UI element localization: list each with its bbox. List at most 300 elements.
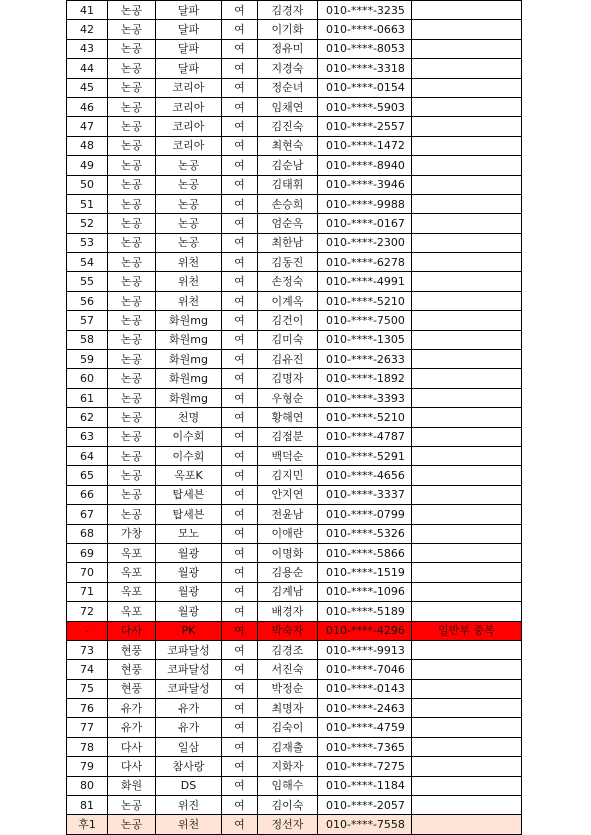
cell-phone: 010-****-7500: [318, 311, 412, 330]
cell-name: 김재출: [258, 737, 318, 756]
cell-team: 이수회: [156, 446, 222, 465]
table-row: [67, 543, 522, 562]
table-row: [67, 330, 522, 349]
table-row: [67, 136, 522, 155]
cell-group: 현풍: [108, 640, 156, 659]
cell-team: 코파달성: [156, 640, 222, 659]
cell-name: 안지연: [258, 485, 318, 504]
cell-note: [412, 602, 522, 621]
table-row: [67, 718, 522, 737]
cell-no: 64: [67, 446, 108, 465]
cell-phone: 010-****-8053: [318, 39, 412, 58]
cell-name: 지화자: [258, 757, 318, 776]
cell-no: 61: [67, 388, 108, 407]
cell-no: 68: [67, 524, 108, 543]
cell-team: 위진: [156, 796, 222, 815]
cell-gender: 여: [222, 272, 258, 291]
cell-note: [412, 524, 522, 543]
cell-name: 김유진: [258, 350, 318, 369]
cell-team: 코파달성: [156, 660, 222, 679]
cell-phone: 010-****-1184: [318, 776, 412, 795]
cell-group: 논공: [108, 369, 156, 388]
cell-no: 43: [67, 39, 108, 58]
cell-group: 다사: [108, 621, 156, 640]
cell-gender: 여: [222, 466, 258, 485]
table-row: [67, 253, 522, 272]
cell-name: 이애란: [258, 524, 318, 543]
cell-gender: 여: [222, 311, 258, 330]
cell-phone: 010-****-6278: [318, 253, 412, 272]
cell-team: 화원mg: [156, 311, 222, 330]
table-row: [67, 505, 522, 524]
cell-team: 참사랑: [156, 757, 222, 776]
cell-note: [412, 39, 522, 58]
cell-group: 논공: [108, 408, 156, 427]
cell-no: 79: [67, 757, 108, 776]
cell-team: 코리아: [156, 78, 222, 97]
table-row: [67, 59, 522, 78]
table-row: [67, 737, 522, 756]
cell-phone: 010-****-5903: [318, 97, 412, 116]
cell-note: [412, 427, 522, 446]
cell-team: 탑세븐: [156, 505, 222, 524]
cell-group: 가창: [108, 524, 156, 543]
cell-name: 최한남: [258, 233, 318, 252]
cell-phone: 010-****-1305: [318, 330, 412, 349]
table-row: [67, 214, 522, 233]
cell-no: 45: [67, 78, 108, 97]
cell-gender: 여: [222, 369, 258, 388]
table-row: [67, 408, 522, 427]
cell-note: [412, 505, 522, 524]
cell-no: 58: [67, 330, 108, 349]
cell-gender: 여: [222, 505, 258, 524]
cell-note: [412, 78, 522, 97]
table-row: [67, 776, 522, 795]
cell-group: 논공: [108, 194, 156, 213]
cell-note: [412, 408, 522, 427]
cell-group: 논공: [108, 156, 156, 175]
cell-team: 코리아: [156, 136, 222, 155]
cell-gender: 여: [222, 1, 258, 20]
cell-no: 77: [67, 718, 108, 737]
cell-phone: 010-****-5210: [318, 408, 412, 427]
table-row: [67, 699, 522, 718]
cell-phone: 010-****-0143: [318, 679, 412, 698]
cell-note: [412, 175, 522, 194]
cell-team: 천명: [156, 408, 222, 427]
cell-phone: 010-****-3337: [318, 485, 412, 504]
cell-group: 유가: [108, 718, 156, 737]
cell-gender: 여: [222, 602, 258, 621]
cell-group: 논공: [108, 272, 156, 291]
cell-note: [412, 640, 522, 659]
cell-team: 일삼: [156, 737, 222, 756]
cell-gender: 여: [222, 117, 258, 136]
cell-name: 엄순옥: [258, 214, 318, 233]
table-row: [67, 156, 522, 175]
table-row: [67, 427, 522, 446]
cell-no: 42: [67, 20, 108, 39]
cell-gender: 여: [222, 194, 258, 213]
cell-no: 71: [67, 582, 108, 601]
roster-table: [66, 0, 522, 835]
cell-gender: 여: [222, 621, 258, 640]
roster-body: [67, 1, 522, 835]
cell-name: 김미숙: [258, 330, 318, 349]
cell-phone: 010-****-4296: [318, 621, 412, 640]
cell-no: 56: [67, 291, 108, 310]
table-row: [67, 582, 522, 601]
cell-group: 논공: [108, 388, 156, 407]
cell-gender: 여: [222, 427, 258, 446]
table-row: [67, 388, 522, 407]
cell-group: 옥포: [108, 582, 156, 601]
cell-phone: 010-****-2057: [318, 796, 412, 815]
cell-name: 손정숙: [258, 272, 318, 291]
cell-gender: 여: [222, 776, 258, 795]
cell-team: 탑세븐: [156, 485, 222, 504]
cell-gender: 여: [222, 640, 258, 659]
cell-note: [412, 446, 522, 465]
cell-team: 월광: [156, 582, 222, 601]
cell-no: 78: [67, 737, 108, 756]
table-row-duplicate: [67, 621, 522, 640]
table-row: [67, 78, 522, 97]
cell-gender: 여: [222, 214, 258, 233]
table-row: [67, 175, 522, 194]
cell-phone: 010-****-0799: [318, 505, 412, 524]
cell-gender: 여: [222, 388, 258, 407]
cell-group: 논공: [108, 175, 156, 194]
cell-group: 옥포: [108, 602, 156, 621]
cell-phone: 010-****-1096: [318, 582, 412, 601]
cell-group: 논공: [108, 117, 156, 136]
cell-phone: 010-****-9913: [318, 640, 412, 659]
cell-note: [412, 485, 522, 504]
cell-gender: 여: [222, 253, 258, 272]
table-row: [67, 524, 522, 543]
cell-team: 유가: [156, 699, 222, 718]
table-row: [67, 311, 522, 330]
cell-no: 60: [67, 369, 108, 388]
cell-team: 논공: [156, 175, 222, 194]
cell-no: 54: [67, 253, 108, 272]
cell-team: 코리아: [156, 97, 222, 116]
table-row: [67, 20, 522, 39]
table-row: [67, 194, 522, 213]
cell-phone: 010-****-0154: [318, 78, 412, 97]
cell-no: -: [67, 621, 108, 640]
cell-no: 70: [67, 563, 108, 582]
cell-note: [412, 136, 522, 155]
cell-no: 49: [67, 156, 108, 175]
table-row: [67, 679, 522, 698]
cell-note: [412, 330, 522, 349]
cell-phone: 010-****-7558: [318, 815, 412, 834]
cell-note: [412, 699, 522, 718]
cell-note: [412, 660, 522, 679]
cell-gender: 여: [222, 446, 258, 465]
cell-note: [412, 97, 522, 116]
cell-note: [412, 466, 522, 485]
cell-group: 현풍: [108, 679, 156, 698]
cell-no: 67: [67, 505, 108, 524]
cell-note: [412, 679, 522, 698]
cell-name: 이기화: [258, 20, 318, 39]
cell-team: 화원mg: [156, 350, 222, 369]
cell-name: 정순녀: [258, 78, 318, 97]
cell-no: 66: [67, 485, 108, 504]
cell-gender: 여: [222, 563, 258, 582]
cell-team: 달파: [156, 59, 222, 78]
cell-team: 유가: [156, 718, 222, 737]
cell-no: 41: [67, 1, 108, 20]
cell-note: [412, 311, 522, 330]
cell-phone: 010-****-4787: [318, 427, 412, 446]
cell-note: [412, 388, 522, 407]
cell-team: 논공: [156, 233, 222, 252]
table-row: [67, 485, 522, 504]
cell-group: 논공: [108, 815, 156, 834]
table-row: [67, 272, 522, 291]
cell-phone: 010-****-1472: [318, 136, 412, 155]
cell-gender: 여: [222, 660, 258, 679]
cell-phone: 010-****-2557: [318, 117, 412, 136]
cell-team: 화원mg: [156, 369, 222, 388]
cell-group: 논공: [108, 136, 156, 155]
cell-note: [412, 272, 522, 291]
cell-group: 논공: [108, 233, 156, 252]
cell-name: 김건이: [258, 311, 318, 330]
cell-name: 김계남: [258, 582, 318, 601]
cell-phone: 010-****-3318: [318, 59, 412, 78]
cell-no: 62: [67, 408, 108, 427]
table-row: [67, 602, 522, 621]
cell-group: 유가: [108, 699, 156, 718]
cell-group: 옥포: [108, 563, 156, 582]
cell-name: 박정순: [258, 679, 318, 698]
cell-no: 후1: [67, 815, 108, 834]
table-row: [67, 97, 522, 116]
cell-gender: 여: [222, 350, 258, 369]
cell-phone: 010-****-7275: [318, 757, 412, 776]
cell-team: 월광: [156, 602, 222, 621]
cell-gender: 여: [222, 582, 258, 601]
cell-name: 김용순: [258, 563, 318, 582]
cell-note: [412, 582, 522, 601]
cell-phone: 010-****-5866: [318, 543, 412, 562]
cell-team: 달파: [156, 20, 222, 39]
table-row: [67, 233, 522, 252]
table-row: [67, 291, 522, 310]
cell-phone: 010-****-2463: [318, 699, 412, 718]
cell-no: 51: [67, 194, 108, 213]
cell-name: 서진숙: [258, 660, 318, 679]
cell-group: 논공: [108, 485, 156, 504]
cell-note: [412, 194, 522, 213]
cell-name: 임채연: [258, 97, 318, 116]
cell-name: 손승희: [258, 194, 318, 213]
cell-gender: 여: [222, 156, 258, 175]
cell-group: 논공: [108, 39, 156, 58]
cell-phone: 010-****-0167: [318, 214, 412, 233]
cell-gender: 여: [222, 408, 258, 427]
cell-note: [412, 737, 522, 756]
cell-gender: 여: [222, 543, 258, 562]
cell-gender: 여: [222, 291, 258, 310]
cell-gender: 여: [222, 815, 258, 834]
cell-note: [412, 543, 522, 562]
cell-group: 논공: [108, 97, 156, 116]
cell-no: 80: [67, 776, 108, 795]
cell-gender: 여: [222, 136, 258, 155]
cell-note: [412, 117, 522, 136]
cell-gender: 여: [222, 757, 258, 776]
cell-name: 최명자: [258, 699, 318, 718]
cell-phone: 010-****-1519: [318, 563, 412, 582]
cell-phone: 010-****-2300: [318, 233, 412, 252]
table-row: [67, 660, 522, 679]
cell-name: 이명화: [258, 543, 318, 562]
cell-team: 달파: [156, 39, 222, 58]
cell-name: 정선자: [258, 815, 318, 834]
table-row: [67, 350, 522, 369]
cell-gender: 여: [222, 97, 258, 116]
cell-no: 55: [67, 272, 108, 291]
cell-name: 이계옥: [258, 291, 318, 310]
cell-name: 최현숙: [258, 136, 318, 155]
cell-group: 논공: [108, 446, 156, 465]
table-row: [67, 1, 522, 20]
cell-gender: 여: [222, 737, 258, 756]
cell-group: 논공: [108, 59, 156, 78]
cell-gender: 여: [222, 699, 258, 718]
cell-name: 전윤남: [258, 505, 318, 524]
cell-name: 박숙자: [258, 621, 318, 640]
cell-name: 백덕순: [258, 446, 318, 465]
cell-group: 논공: [108, 427, 156, 446]
cell-team: 논공: [156, 194, 222, 213]
table-row: [67, 563, 522, 582]
cell-team: 논공: [156, 156, 222, 175]
cell-team: 위천: [156, 272, 222, 291]
cell-note: [412, 233, 522, 252]
cell-gender: 여: [222, 175, 258, 194]
cell-team: 화원mg: [156, 330, 222, 349]
cell-phone: 010-****-5189: [318, 602, 412, 621]
cell-phone: 010-****-4759: [318, 718, 412, 737]
cell-team: PK: [156, 621, 222, 640]
cell-name: 김진숙: [258, 117, 318, 136]
cell-group: 논공: [108, 796, 156, 815]
cell-gender: 여: [222, 796, 258, 815]
cell-no: 50: [67, 175, 108, 194]
cell-phone: 010-****-7046: [318, 660, 412, 679]
table-row: [67, 39, 522, 58]
cell-phone: 010-****-2633: [318, 350, 412, 369]
cell-group: 논공: [108, 311, 156, 330]
table-row: [67, 757, 522, 776]
cell-gender: 여: [222, 39, 258, 58]
cell-note: [412, 156, 522, 175]
cell-gender: 여: [222, 718, 258, 737]
cell-no: 72: [67, 602, 108, 621]
cell-group: 논공: [108, 1, 156, 20]
cell-note: [412, 563, 522, 582]
cell-name: 김숙이: [258, 718, 318, 737]
cell-note: [412, 214, 522, 233]
cell-team: 이수회: [156, 427, 222, 446]
cell-group: 옥포: [108, 543, 156, 562]
cell-no: 81: [67, 796, 108, 815]
cell-phone: 010-****-1892: [318, 369, 412, 388]
cell-phone: 010-****-4656: [318, 466, 412, 485]
table-row: [67, 117, 522, 136]
cell-name: 황해연: [258, 408, 318, 427]
cell-note: [412, 253, 522, 272]
cell-note: [412, 796, 522, 815]
cell-phone: 010-****-7365: [318, 737, 412, 756]
cell-note: [412, 757, 522, 776]
cell-note: [412, 350, 522, 369]
cell-note: [412, 815, 522, 834]
cell-name: 임해수: [258, 776, 318, 795]
cell-note: [412, 1, 522, 20]
cell-team: 위천: [156, 291, 222, 310]
cell-team: 논공: [156, 214, 222, 233]
cell-team: 월광: [156, 563, 222, 582]
cell-group: 논공: [108, 291, 156, 310]
table-row: [67, 446, 522, 465]
cell-team: 화원mg: [156, 388, 222, 407]
cell-team: 위천: [156, 253, 222, 272]
cell-gender: 여: [222, 233, 258, 252]
cell-phone: 010-****-9988: [318, 194, 412, 213]
cell-gender: 여: [222, 20, 258, 39]
cell-note: [412, 20, 522, 39]
cell-group: 논공: [108, 330, 156, 349]
cell-phone: 010-****-3393: [318, 388, 412, 407]
cell-no: 44: [67, 59, 108, 78]
cell-team: 코리아: [156, 117, 222, 136]
cell-name: 우형순: [258, 388, 318, 407]
cell-group: 논공: [108, 214, 156, 233]
cell-group: 논공: [108, 350, 156, 369]
cell-no: 48: [67, 136, 108, 155]
cell-gender: 여: [222, 485, 258, 504]
cell-team: 코파달성: [156, 679, 222, 698]
table-row: [67, 640, 522, 659]
cell-team: 달파: [156, 1, 222, 20]
cell-group: 다사: [108, 757, 156, 776]
table-row: [67, 369, 522, 388]
cell-phone: 010-****-5291: [318, 446, 412, 465]
cell-gender: 여: [222, 524, 258, 543]
cell-gender: 여: [222, 59, 258, 78]
cell-no: 52: [67, 214, 108, 233]
table-row: [67, 796, 522, 815]
cell-no: 73: [67, 640, 108, 659]
cell-name: 김태휘: [258, 175, 318, 194]
cell-name: 정유미: [258, 39, 318, 58]
cell-no: 53: [67, 233, 108, 252]
cell-note: [412, 59, 522, 78]
cell-no: 74: [67, 660, 108, 679]
cell-group: 화원: [108, 776, 156, 795]
cell-name: 김명자: [258, 369, 318, 388]
cell-no: 57: [67, 311, 108, 330]
